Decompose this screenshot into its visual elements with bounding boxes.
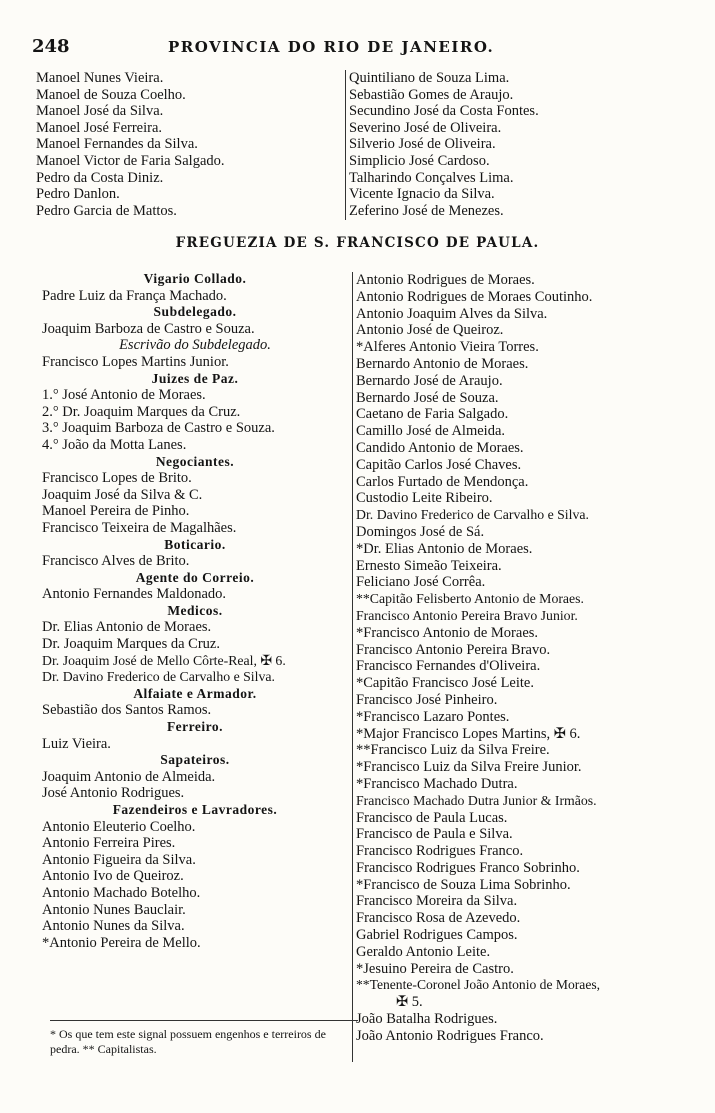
list-item: *Alferes Antonio Vieira Torres.: [356, 339, 539, 356]
list-item: 4.° João da Motta Lanes.: [42, 436, 187, 453]
list-item: Manoel Pereira de Pinho.: [42, 503, 190, 520]
list-item: Manoel de Souza Coelho.: [36, 86, 186, 103]
list-item: Capitão Carlos José Chaves.: [356, 456, 522, 473]
list-item: Dr. Joaquim José de Mello Côrte-Real, ✠ 6.: [42, 652, 286, 668]
list-item: *Francisco Machado Dutra.: [356, 775, 518, 792]
list-item: Padre Luiz da França Machado.: [42, 287, 227, 304]
footnote: * Os que tem este signal possuem engenhos e terreiros de pedra. ** Capitalistas.: [50, 1027, 326, 1056]
list-item: **Francisco Luiz da Silva Freire.: [356, 742, 550, 759]
list-item: **Tenente-Coronel João Antonio de Moraes,: [356, 977, 601, 993]
column-divider: [352, 272, 353, 1062]
list-item: Francisco Lopes Martins Junior.: [42, 353, 229, 370]
column-divider: [345, 70, 346, 220]
list-item: Dr. Elias Antonio de Moraes.: [42, 619, 212, 636]
list-item: Antonio Eleuterio Coelho.: [42, 818, 196, 835]
heading-fazendeiros: Fazendeiros e Lavradores.: [112, 802, 278, 817]
list-item: Francisco de Paula Lucas.: [356, 809, 508, 826]
list-item: Joaquim José da Silva & C.: [42, 486, 203, 503]
list-item: Antonio Rodrigues de Moraes Coutinho.: [356, 288, 593, 305]
list-item: *Dr. Elias Antonio de Moraes.: [356, 540, 533, 557]
list-item: Gabriel Rodrigues Campos.: [356, 927, 518, 944]
heading-agente: Agente do Correio.: [135, 569, 255, 585]
list-item: *Jesuino Pereira de Castro.: [356, 960, 514, 977]
list-item: Manoel José da Silva.: [36, 103, 164, 120]
list-item: Dr. Davino Frederico de Carvalho e Silva.: [356, 507, 589, 523]
list-item: Francisco José Pinheiro.: [356, 691, 498, 708]
list-item: Francisco Antonio Pereira Bravo Junior.: [356, 607, 578, 623]
list-item: Francisco Machado Dutra Junior & Irmãos.: [356, 792, 597, 808]
list-item: João Batalha Rodrigues.: [356, 1011, 498, 1028]
list-item: Francisco Teixeira de Magalhães.: [42, 519, 237, 536]
list-item: Manoel Nunes Vieira.: [36, 70, 164, 86]
heading-escrivao: Escrivão do Subdelegado.: [119, 337, 271, 354]
list-item: Antonio Fernandes Maldonado.: [42, 586, 227, 603]
list-item: Francisco Antonio Pereira Bravo.: [356, 641, 551, 658]
page-header: [32, 36, 532, 60]
heading-juizes: Juizes de Paz.: [151, 370, 239, 386]
list-item: *Francisco Lazaro Pontes.: [356, 708, 510, 725]
heading-alfaiate: Alfaiate e Armador.: [133, 685, 257, 701]
list-item: Geraldo Antonio Leite.: [356, 943, 491, 960]
list-item: Joaquim Antonio de Almeida.: [42, 768, 216, 785]
list-item: Ernesto Simeão Teixeira.: [356, 557, 502, 574]
list-item: *Antonio Pereira de Mello.: [42, 934, 201, 951]
list-item: Antonio Nunes da Silva.: [42, 918, 185, 935]
list-item: Antonio Rodrigues de Moraes.: [356, 272, 535, 288]
list-item: Francisco Rosa de Azevedo.: [356, 910, 521, 927]
list-item: Zeferino José de Menezes.: [349, 202, 504, 219]
list-item: Francisco Rodrigues Franco Sobrinho.: [356, 859, 580, 876]
page-title: PROVINCIA DO RIO DE JANEIRO.: [168, 38, 495, 56]
list-item: Custodio Leite Ribeiro.: [356, 490, 493, 507]
list-item: Pedro Danlon.: [36, 186, 120, 203]
list-item: Talharindo Conçalves Lima.: [349, 169, 514, 186]
top-right-list: [349, 70, 679, 219]
heading-ferreiro: Ferreiro.: [166, 719, 224, 735]
list-item: Sebastião Gomes de Araujo.: [349, 86, 514, 103]
list-item: Francisco Lopes de Brito.: [42, 470, 192, 487]
list-item: Secundino José da Costa Fontes.: [349, 103, 539, 120]
right-column: [356, 272, 701, 1045]
list-item: Antonio Ferreira Pires.: [42, 835, 176, 852]
list-item: 3.° Joaquim Barboza de Castro e Souza.: [42, 420, 275, 437]
list-item: Manoel Fernandes da Silva.: [36, 136, 198, 153]
list-item: *Francisco de Souza Lima Sobrinho.: [356, 876, 571, 893]
list-item: Domingos José de Sá.: [356, 523, 485, 540]
list-item: Luiz Vieira.: [42, 735, 111, 752]
heading-subdelegado: Subdelegado.: [153, 304, 237, 320]
list-item: Antonio Ivo de Queiroz.: [42, 868, 184, 885]
list-item: Antonio Figueira da Silva.: [42, 851, 196, 868]
list-item: Severino José de Oliveira.: [349, 119, 502, 136]
list-item: *Major Francisco Lopes Martins, ✠ 6.: [356, 725, 581, 742]
list-item: Antonio Joaquim Alves da Silva.: [356, 305, 548, 322]
list-item: Candido Antonio de Moraes.: [356, 439, 524, 456]
footnote-rule: [50, 1020, 358, 1021]
list-item: Bernardo José de Araujo.: [356, 372, 503, 389]
list-item: Silverio José de Oliveira.: [349, 136, 496, 153]
heading-boticario: Boticario.: [164, 536, 226, 552]
list-item: Manoel Victor de Faria Salgado.: [36, 152, 225, 169]
list-item: ✠ 5.: [396, 994, 423, 1011]
section-title: FREGUEZIA DE S. FRANCISCO DE PAULA.: [175, 235, 540, 251]
list-item: Vicente Ignacio da Silva.: [349, 186, 495, 203]
heading-negociantes: Negociantes.: [155, 453, 235, 469]
list-item: *Francisco Luiz da Silva Freire Junior.: [356, 759, 582, 776]
list-item: Simplicio José Cardoso.: [349, 152, 490, 169]
list-item: João Antonio Rodrigues Franco.: [356, 1027, 544, 1044]
list-item: Camillo José de Almeida.: [356, 423, 506, 440]
list-item: Antonio José de Queiroz.: [356, 322, 504, 339]
page-number: 248: [32, 36, 70, 57]
heading-vigario: Vigario Collado.: [143, 271, 247, 286]
list-item: Bernardo Antonio de Moraes.: [356, 355, 529, 372]
top-left-list: [36, 70, 336, 219]
left-column: [42, 271, 348, 951]
list-item: Antonio Nunes Bauclair.: [42, 901, 186, 918]
list-item: 1.° José Antonio de Moraes.: [42, 387, 206, 404]
list-item: Pedro Garcia de Mattos.: [36, 202, 177, 219]
list-item: Dr. Davino Frederico de Carvalho e Silva.: [42, 669, 275, 685]
list-item: Quintiliano de Souza Lima.: [349, 70, 510, 86]
list-item: Francisco Alves de Brito.: [42, 553, 190, 570]
heading-medicos: Medicos.: [167, 602, 223, 618]
list-item: 2.° Dr. Joaquim Marques da Cruz.: [42, 403, 241, 420]
list-item: Carlos Furtado de Mendonça.: [356, 473, 529, 490]
list-item: Francisco Rodrigues Franco.: [356, 843, 524, 860]
list-item: Pedro da Costa Diniz.: [36, 169, 164, 186]
heading-sapateiros: Sapateiros.: [160, 752, 230, 768]
list-item: José Antonio Rodrigues.: [42, 785, 185, 802]
list-item: Caetano de Faria Salgado.: [356, 406, 509, 423]
list-item: Joaquim Barboza de Castro e Souza.: [42, 320, 255, 337]
list-item: Dr. Joaquim Marques da Cruz.: [42, 636, 220, 653]
list-item: Francisco Moreira da Silva.: [356, 893, 518, 910]
list-item: Francisco de Paula e Silva.: [356, 826, 513, 843]
list-item: *Francisco Antonio de Moraes.: [356, 624, 539, 641]
list-item: Manoel José Ferreira.: [36, 119, 163, 136]
list-item: Francisco Fernandes d'Oliveira.: [356, 658, 541, 675]
list-item: **Capitão Felisberto Antonio de Moraes.: [356, 591, 584, 607]
list-item: *Capitão Francisco José Leite.: [356, 675, 534, 692]
list-item: Bernardo José de Souza.: [356, 389, 499, 406]
list-item: Feliciano José Corrêa.: [356, 574, 486, 591]
list-item: Antonio Machado Botelho.: [42, 884, 201, 901]
list-item: Sebastião dos Santos Ramos.: [42, 702, 212, 719]
